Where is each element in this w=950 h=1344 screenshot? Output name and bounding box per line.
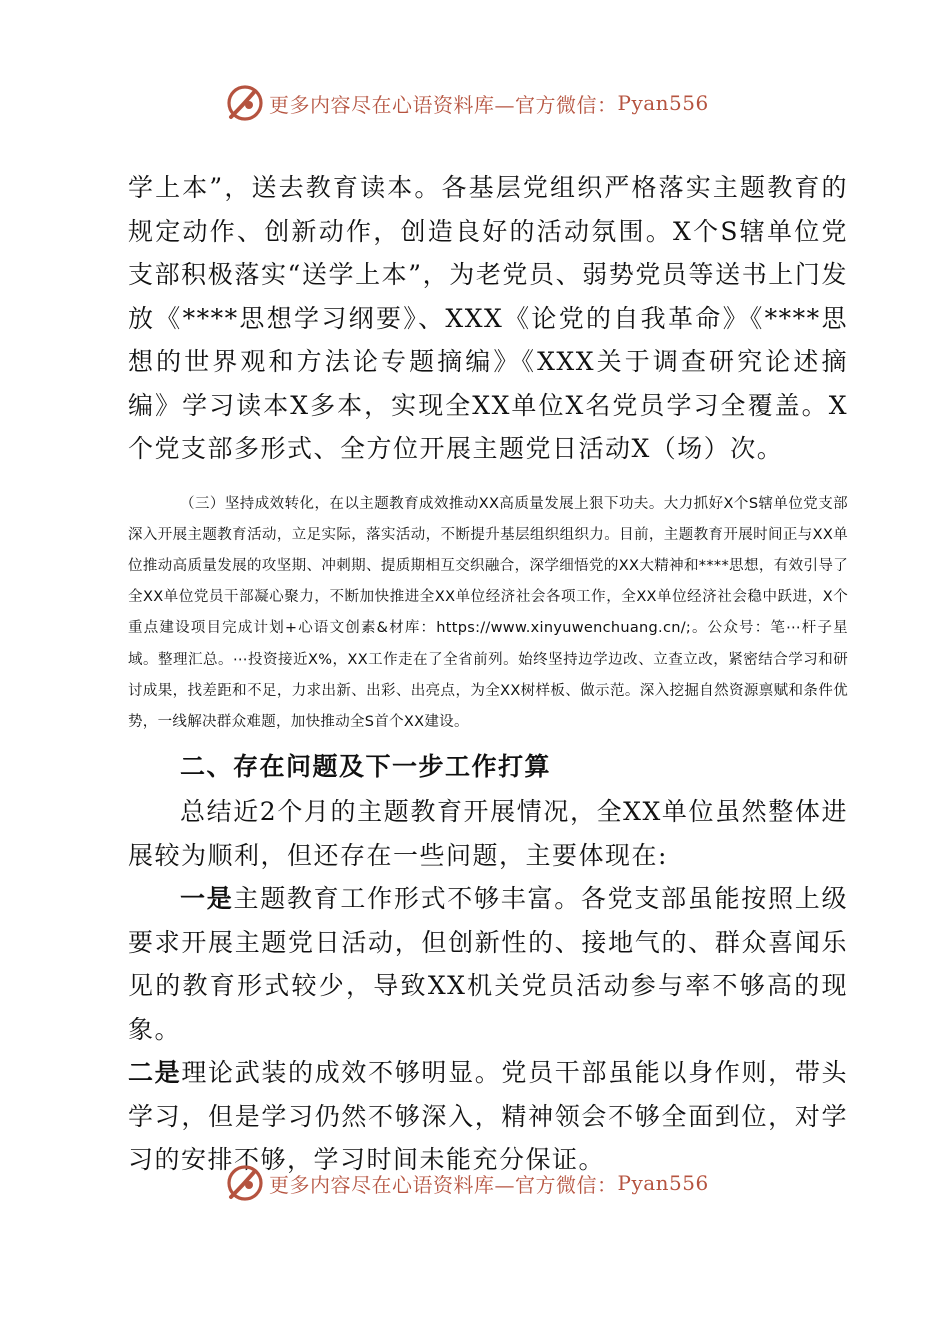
paragraph-4-text: 主题教育工作形式不够丰富。各党支部虽能按照上级要求开展主题党日活动，但创新性的、接地气的、群众喜闻乐见的教育形式较少，导致XX机关党员活动参与率不够高的现象。 <box>128 884 848 1044</box>
paragraph-2: （三）坚持成效转化，在以主题教育成效推动XX高质量发展上狠下功夫。大力抓好X个S辖单位党支部深入开展主题教育活动，立足实际，落实活动，不断提升基层组织组织力。目前，主题教育开展时间正与XX单位推动高质量发展的攻坚期、冲刺期、提质期相互交织融合，深学细悟党的XX大精神和****思想，有效引导了全XX单位党员干部凝心聚力，不断加快推进全XX单位经济社会各项工作，全XX单位经济社会稳中跃进，X个重点建设项目完成计划+心语文创素&材库：https://www.xinyuwenchuang.cn/;。公众号：笔⋯杆子星域。整理汇总。⋯投资接近X%，XX工作走在了全省前列。始终坚持边学边改、立查立改，紧密结合学习和研讨成果，找差距和不足，力求出新、出彩、出亮点，为全XX树样板、做示范。深入挖掘自然资源禀赋和条件优势，一线解决群众难题，加快推动全S首个XX建设。 <box>128 495 848 730</box>
watermark-wechat: Pyan556 <box>617 91 709 115</box>
paragraph-1: 学上本”，送去教育读本。各基层党组织严格落实主题教育的规定动作、创新动作，创造良好的活动氛围。X个S辖单位党支部积极落实“送学上本”，为老党员、弱势党员等送书上门发放《****思想学习纲要》、XXX《论党的自我革命》《****思想的世界观和方法论专题摘编》《XXX关于调查研究论述摘编》学习读本X多本，实现全XX单位X名党员学习全覆盖。X个党支部多形式、全方位开展主题党日活动X（场）次。 <box>128 173 848 463</box>
watermark-text: 更多内容尽在心语资料库—官方微信： <box>269 92 618 117</box>
paragraph-4-lead: 一是 <box>180 884 234 914</box>
document-body <box>128 166 848 1182</box>
section-heading: 二、存在问题及下一步工作打算 <box>180 752 552 782</box>
watermark-banner-top <box>225 80 709 126</box>
paragraph-5-text: 理论武装的成效不够明显。党员干部虽能以身作则，带头学习，但是学习仍然不够深入，精神领会不够全面到位，对学习的安排不够，学习时间未能充分保证。 <box>128 1058 848 1175</box>
paragraph-4 <box>128 877 848 1051</box>
watermark-wechat: Pyan556 <box>617 1171 709 1195</box>
paragraph-5-lead: 二是 <box>128 1058 182 1088</box>
watermark-text: 更多内容尽在心语资料库—官方微信： <box>269 1172 618 1197</box>
brush-logo-icon <box>225 1163 265 1203</box>
paragraph-3: 总结近2个月的主题教育开展情况，全XX单位虽然整体进展较为顺利，但还存在一些问题，主要体现在: <box>128 797 848 870</box>
brush-logo-icon <box>225 83 265 123</box>
watermark-banner-bottom <box>225 1160 709 1206</box>
